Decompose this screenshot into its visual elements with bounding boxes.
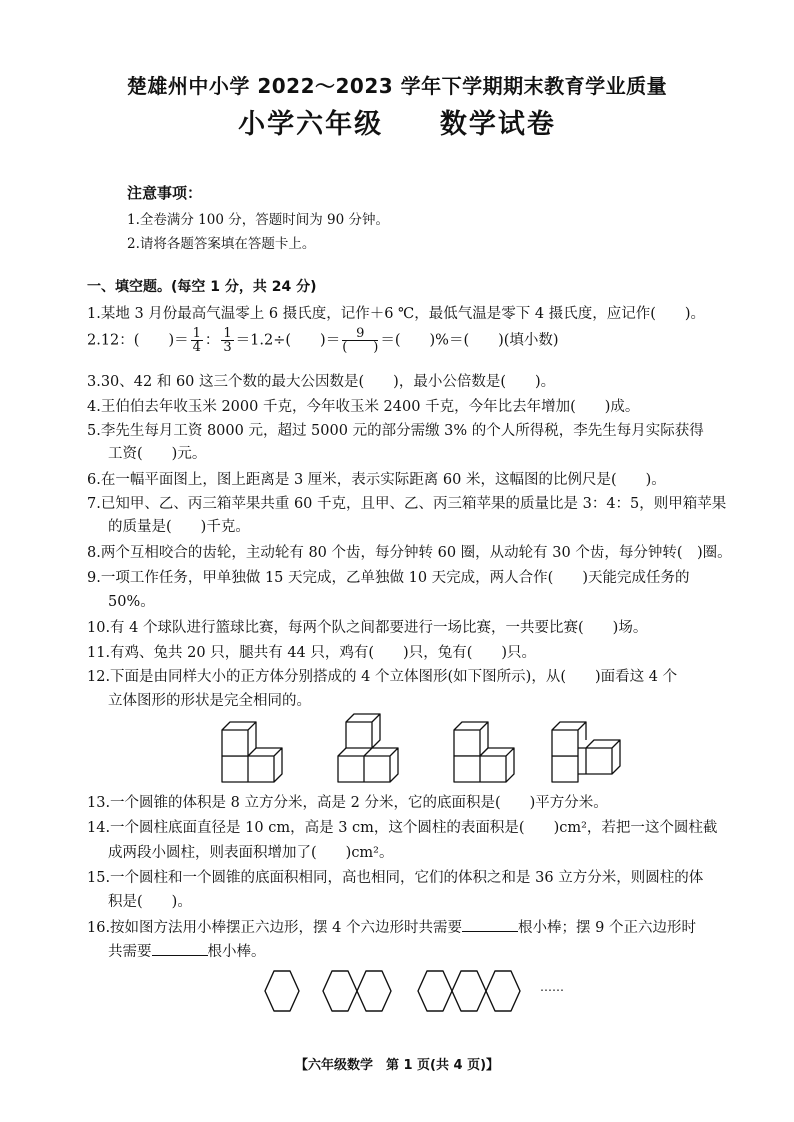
answer-blank[interactable]: [152, 955, 208, 956]
question-4: 4.王伯伯去年收玉米 2000 千克，今年收玉米 2400 千克，今年比去年增加( )成。: [87, 399, 640, 415]
hexagon-figures: [264, 967, 534, 1017]
question-7: 7.已知甲、乙、丙三箱苹果共重 60 千克，且甲、乙、丙三箱苹果的质量比是 3：4：5，则甲箱苹果: [87, 496, 727, 512]
notice-item: 2.请将各题答案填在答题卡上。: [127, 236, 316, 252]
cube-figure-4: [552, 722, 620, 782]
question-9: 9.一项工作任务，甲单独做 15 天完成，乙单独做 10 天完成，两人合作( )天能完成任务的: [87, 570, 690, 586]
cube-figure-3: [454, 722, 514, 782]
page-footer: 【六年级数学 第 1 页(共 4 页)】: [294, 1058, 500, 1073]
cube-figure-2: [338, 714, 398, 782]
subject-title: 数学试卷: [439, 109, 556, 140]
question-13: 13.一个圆锥的体积是 8 立方分米，高是 2 分米，它的底面积是( )平方分米。: [87, 795, 608, 811]
question-8: 8.两个互相咬合的齿轮，主动轮有 80 个齿，每分钟转 60 圈，从动轮有 30 个齿，每分钟转( )圈。: [87, 545, 732, 561]
exam-title-line1: 楚雄州中小学 2022～2023 学年下学期期末教育学业质量: [126, 74, 668, 98]
cube-figure-1: [222, 722, 282, 782]
hexagon-two: [323, 971, 391, 1011]
question-11: 11.有鸡、兔共 20 只，腿共有 44 只，鸡有( )只，兔有( )只。: [87, 645, 537, 661]
question-1: 1.某地 3 月份最高气温零上 6 摄氏度，记作＋6 ℃，最低气温是零下 4 摄氏度，应记作( )。: [87, 306, 706, 322]
question-5-cont: 工资( )元。: [108, 446, 207, 462]
question-6: 6.在一幅平面图上，图上距离是 3 厘米，表示实际距离 60 米，这幅图的比例尺是( )。: [87, 472, 666, 488]
grade-title: 小学六年级: [238, 109, 384, 140]
cube-figures: [214, 710, 634, 790]
question-14-cont: 成两段小圆柱，则表面积增加了( )cm²。: [108, 845, 394, 861]
question-12: 12.下面是由同样大小的正方体分别搭成的 4 个立体图形(如下图所示)，从( )面看这 4 个: [87, 669, 678, 685]
question-3: 3.30、42 和 60 这三个数的最大公因数是( )，最小公倍数是( )。: [87, 374, 556, 390]
fraction: $\frac{1}{4}$: [192, 326, 201, 355]
hexagon-one: [265, 971, 299, 1011]
hexagon-three: [418, 971, 520, 1011]
question-12-cont: 立体图形的形状是完全相同的。: [108, 693, 311, 709]
exam-title-line2: [0, 102, 794, 141]
fraction: $\frac{1}{3}$: [223, 326, 232, 355]
question-10: 10.有 4 个球队进行篮球比赛，每两个队之间都要进行一场比赛，一共要比赛( )场。: [87, 620, 648, 636]
question-7-cont: 的质量是( )千克。: [108, 519, 250, 535]
section-title: 一、填空题。(每空 1 分，共 24 分): [87, 279, 317, 295]
question-15: 15.一个圆柱和一个圆锥的底面积相同，高也相同，它们的体积之和是 36 立方分米，则圆柱的体: [87, 870, 704, 886]
fraction: $\frac{9}{( )}$: [342, 326, 379, 355]
notice-item: 1.全卷满分 100 分，答题时间为 90 分钟。: [127, 212, 389, 228]
ellipsis: ……: [540, 980, 564, 994]
question-5: 5.李先生每月工资 8000 元，超过 5000 元的部分需缴 3% 的个人所得税，李先生每月实际获得: [87, 423, 704, 439]
question-16: 16.按如图方法用小棒摆正六边形，摆 4 个六边形时共需要 根小棒；摆 9 个正六边形时: [87, 920, 696, 936]
question-14: 14.一个圆柱底面直径是 10 cm，高是 3 cm，这个圆柱的表面积是( )cm²，若把一这个圆柱截: [87, 820, 718, 836]
question-9-cont: 50%。: [108, 594, 155, 610]
answer-blank[interactable]: [462, 931, 518, 932]
question-16-cont: 共需要 根小棒。: [108, 944, 266, 960]
question-2: 2.12：( )＝ $\frac{1}{4}$ ： $\frac{1}{3}$ ＝1.2÷( )＝ $\frac{9}{( )}$ ＝( )%＝( )(填小数): [87, 326, 559, 355]
question-15-cont: 积是( )。: [108, 894, 192, 910]
notice-heading: 注意事项：: [127, 184, 203, 202]
